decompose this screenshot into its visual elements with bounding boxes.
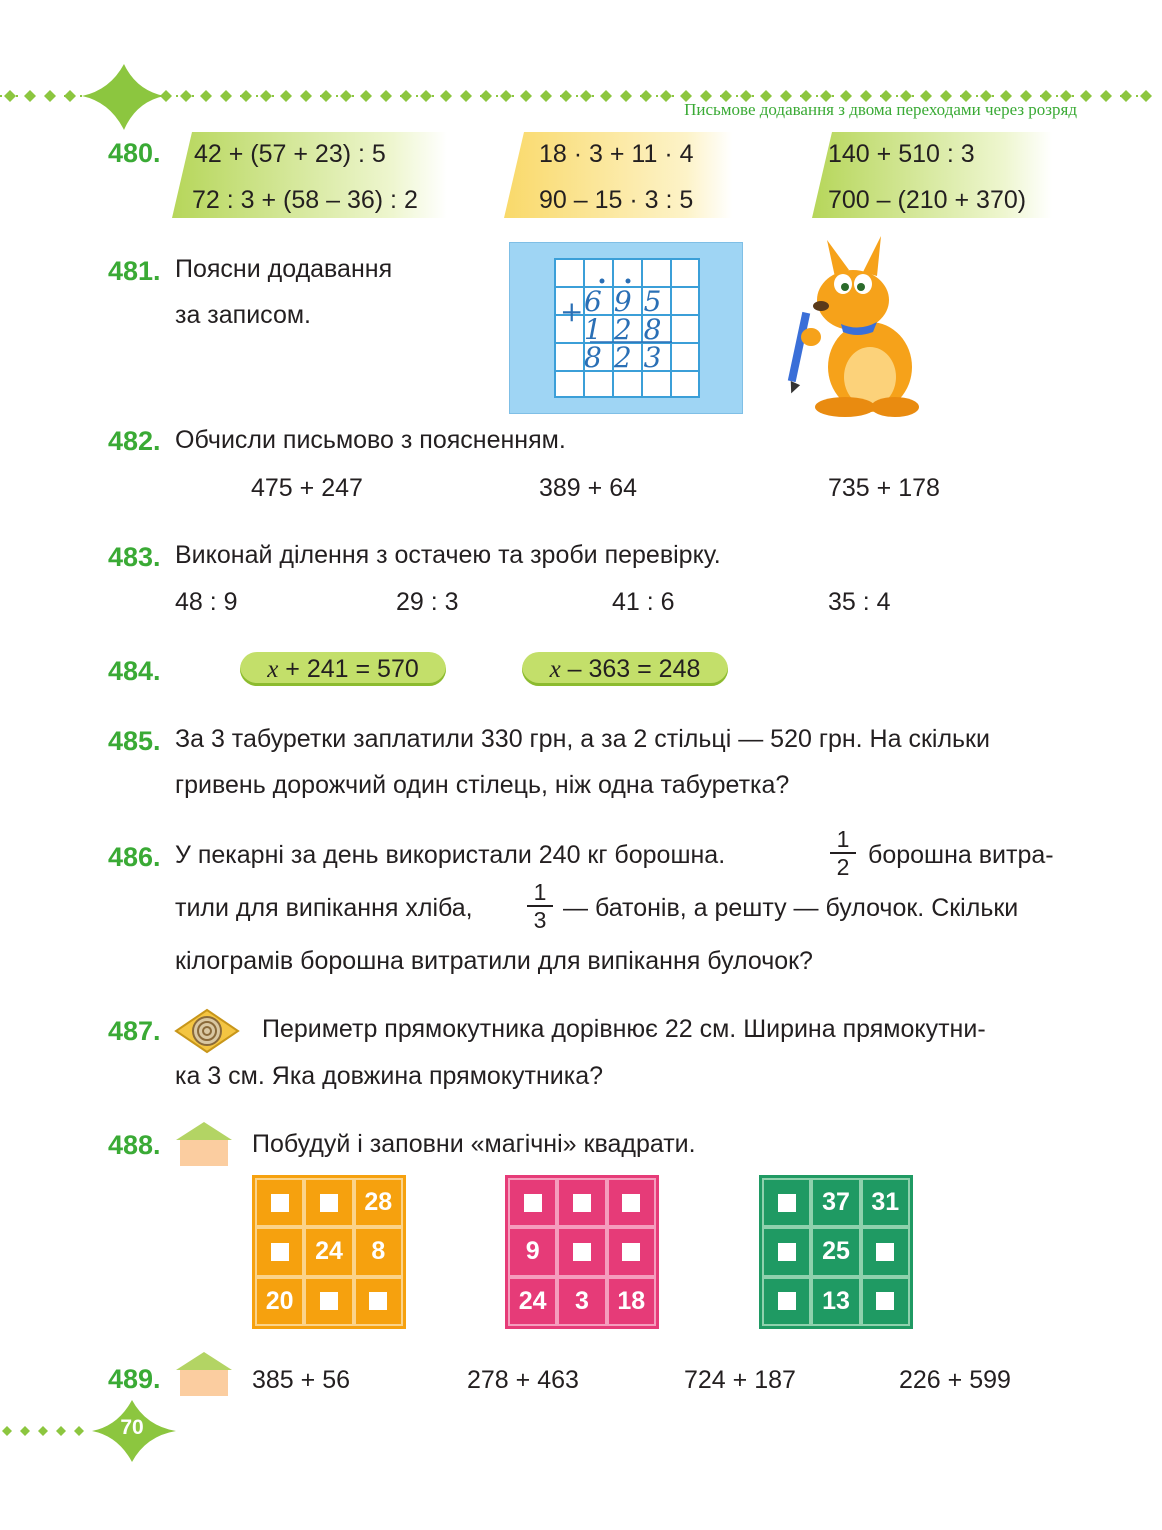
expression: 72 : 3 + (58 – 36) : 2 [192, 186, 418, 214]
expression: 140 + 510 : 3 [828, 140, 975, 168]
magic-square-green [759, 1175, 913, 1329]
exercise-number: 480. [108, 138, 161, 168]
magic-square-cell: 9 [508, 1227, 557, 1276]
blank-box [573, 1243, 591, 1261]
expression: 18 · 3 + 11 · 4 [539, 140, 694, 168]
magic-square-cell: 37 [811, 1178, 860, 1227]
magic-square-empty-cell [304, 1277, 353, 1326]
addend-row: 1 2 8 [584, 313, 668, 346]
exercise-text: борошна витра- [868, 841, 1054, 869]
variable: x [549, 656, 561, 683]
exercise-text: — батонів, а решту — булочок. Скільки [563, 894, 1019, 922]
magic-square-cell: 28 [354, 1178, 403, 1227]
blank-box [271, 1194, 289, 1212]
exercise-text: ка 3 см. Яка довжина прямокутника? [175, 1062, 604, 1090]
maze-icon [174, 1008, 240, 1054]
exercise-number: 485. [108, 726, 161, 756]
magic-square-empty-cell [861, 1227, 910, 1276]
equation-pill: x – 363 = 248 [522, 652, 728, 686]
magic-square-empty-cell [607, 1227, 656, 1276]
exercise-text: тили для випікання хліба, [175, 894, 473, 922]
magic-square-cell: 13 [811, 1277, 860, 1326]
magic-square-empty-cell [354, 1277, 403, 1326]
exercise-number: 489. [108, 1364, 161, 1394]
exercise-text: Виконай ділення з остачею та зроби перевірку. [175, 541, 721, 569]
exercise-text: За 3 табуретки заплатили 330 грн, а за 2 стільці — 520 грн. На скільки [175, 725, 990, 753]
exercise-text: Побудуй і заповни «магічні» квадрати. [252, 1130, 696, 1158]
blank-box [271, 1243, 289, 1261]
exercise-text: кілограмів борошна витратили для випікання булочок? [175, 947, 813, 975]
footer-decoration [0, 1396, 200, 1466]
blank-box [778, 1194, 796, 1212]
blank-box [622, 1194, 640, 1212]
blank-box [778, 1292, 796, 1310]
magic-square-orange [252, 1175, 406, 1329]
fraction-one-third: 1 3 [525, 880, 555, 932]
expression: 41 : 6 [612, 588, 675, 616]
expression: 29 : 3 [396, 588, 459, 616]
exercise-number: 481. [108, 256, 161, 286]
expression: 35 : 4 [828, 588, 891, 616]
expression: 700 – (210 + 370) [828, 186, 1027, 214]
expression: 724 + 187 [684, 1366, 796, 1394]
magic-square-cell: 20 [255, 1277, 304, 1326]
exercise-text: Периметр прямокутника дорівнює 22 см. Ширина прямокутни- [262, 1015, 986, 1043]
fraction-one-half: 1 2 [828, 827, 858, 879]
magic-square-cell: 3 [557, 1277, 606, 1326]
expression: 389 + 64 [539, 474, 638, 502]
exercise-number: 483. [108, 542, 161, 572]
expression: 226 + 599 [899, 1366, 1011, 1394]
magic-square-empty-cell [557, 1178, 606, 1227]
magic-square-cell: 18 [607, 1277, 656, 1326]
magic-square-cell: 24 [304, 1227, 353, 1276]
expression: 278 + 463 [467, 1366, 579, 1394]
blank-box [320, 1292, 338, 1310]
magic-square-empty-cell [255, 1227, 304, 1276]
expression: 48 : 9 [175, 588, 238, 616]
magic-square-empty-cell [762, 1277, 811, 1326]
column-addition-card [509, 242, 743, 414]
magic-square-empty-cell [762, 1178, 811, 1227]
exercise-number: 486. [108, 842, 161, 872]
exercise-number: 482. [108, 426, 161, 456]
magic-square-empty-cell [861, 1277, 910, 1326]
magic-square-cell: 8 [354, 1227, 403, 1276]
exercise-text: Поясни додавання [175, 255, 393, 283]
exercise-number: 488. [108, 1130, 161, 1160]
page-number: 70 [120, 1416, 144, 1439]
magic-square-empty-cell [762, 1227, 811, 1276]
expression: 475 + 247 [251, 474, 363, 502]
exercise-text: У пекарні за день використали 240 кг борошна. [175, 841, 726, 869]
kangaroo-illustration [785, 232, 925, 422]
blank-box [876, 1243, 894, 1261]
sum-row: 8 2 3 [584, 341, 668, 374]
page-header-title: Письмове додавання з двома переходами через розряд [684, 100, 1077, 119]
expression: 42 + (57 + 23) : 5 [194, 140, 386, 168]
plus-sign: + [560, 295, 584, 328]
blank-box [573, 1194, 591, 1212]
exercise-number: 487. [108, 1016, 161, 1046]
equation-pill: x + 241 = 570 [240, 652, 446, 686]
blank-box [320, 1194, 338, 1212]
house-icon [176, 1350, 232, 1396]
expression: 385 + 56 [252, 1366, 351, 1394]
exercise-text: за записом. [175, 301, 311, 329]
exercise-number: 484. [108, 656, 161, 686]
addend-row: 6 9 5 [584, 285, 668, 318]
blank-box [524, 1194, 542, 1212]
magic-square-empty-cell [607, 1178, 656, 1227]
magic-square-cell: 25 [811, 1227, 860, 1276]
magic-square-empty-cell [255, 1178, 304, 1227]
exercise-text: Обчисли письмово з поясненням. [175, 426, 566, 454]
magic-square-pink [505, 1175, 659, 1329]
magic-square-cell: 31 [861, 1178, 910, 1227]
magic-square-empty-cell [508, 1178, 557, 1227]
expression: 90 – 15 · 3 : 5 [539, 186, 694, 214]
blank-box [778, 1243, 796, 1261]
variable: x [267, 656, 279, 683]
magic-square-empty-cell [557, 1227, 606, 1276]
blank-box [876, 1292, 894, 1310]
magic-square-cell: 24 [508, 1277, 557, 1326]
blank-box [369, 1292, 387, 1310]
expression: 735 + 178 [828, 474, 940, 502]
exercise-text: гривень дорожчий один стілець, ніж одна табуретка? [175, 771, 790, 799]
magic-square-empty-cell [304, 1178, 353, 1227]
house-icon [176, 1120, 232, 1166]
blank-box [622, 1243, 640, 1261]
